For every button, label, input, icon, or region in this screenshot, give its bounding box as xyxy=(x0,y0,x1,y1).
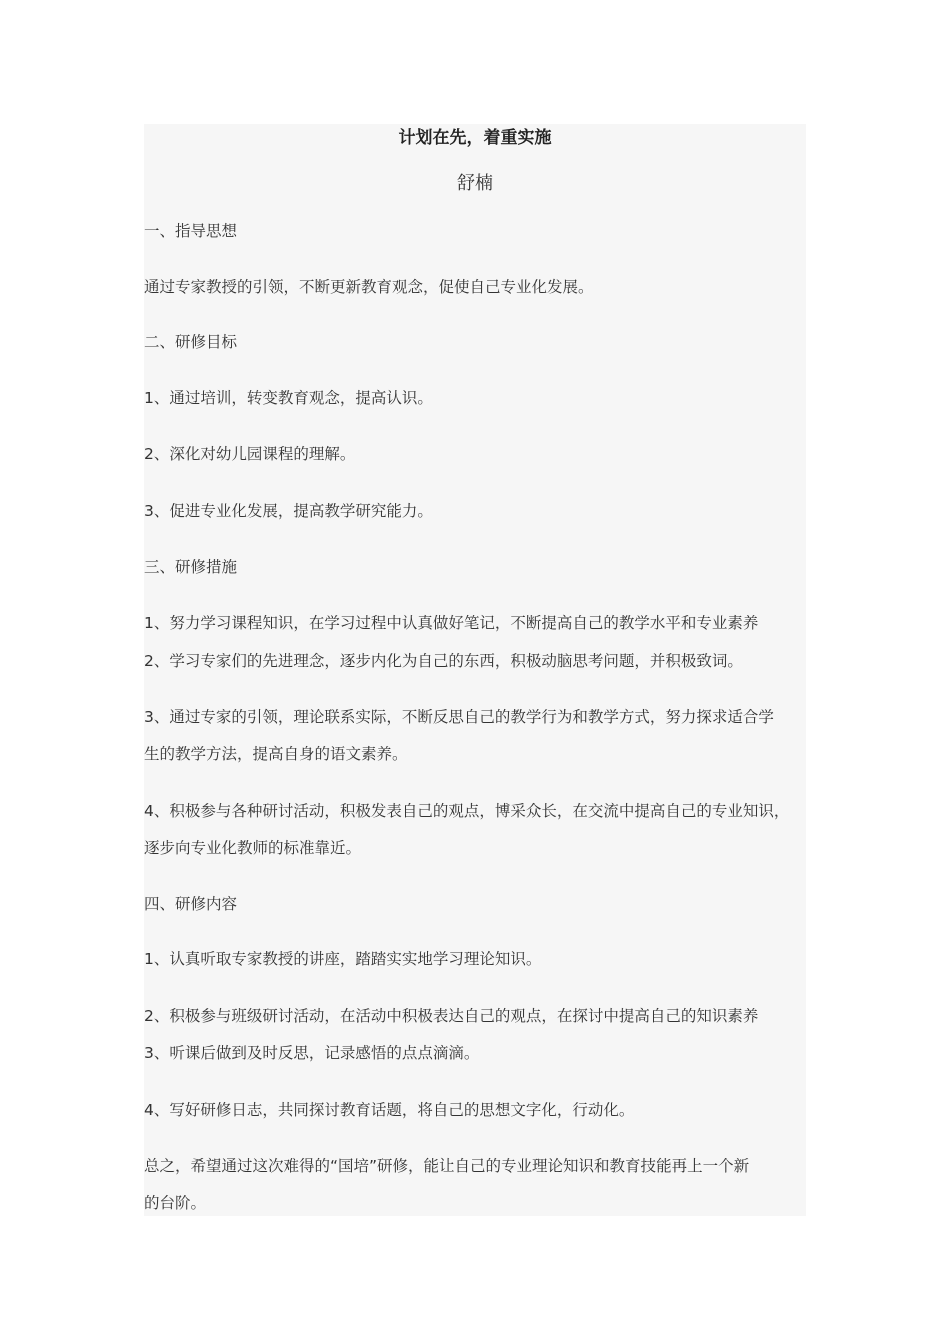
list-item: 2、深化对幼儿园课程的理解。 xyxy=(144,445,356,463)
list-item: 3、听课后做到及时反思，记录感悟的点点滴滴。 xyxy=(144,1044,480,1062)
document-title: 计划在先，着重实施 xyxy=(398,128,552,148)
section-heading: 四、研修内容 xyxy=(144,895,238,913)
list-item: 1、认真听取专家教授的讲座，踏踏实实地学习理论知识。 xyxy=(144,950,542,968)
list-item-continuation: 生的教学方法，提高自身的语文素养。 xyxy=(144,745,408,763)
section-heading: 二、研修目标 xyxy=(144,333,238,351)
section-heading: 一、指导思想 xyxy=(144,222,238,240)
paragraph-line: 总之，希望通过这次难得的“国培”研修，能让自己的专业理论知识和教育技能再上一个新 xyxy=(144,1157,750,1175)
document-body xyxy=(144,124,806,1216)
list-item-continuation: 逐步向专业化教师的标准靠近。 xyxy=(144,839,362,857)
list-item: 2、积极参与班级研讨活动，在活动中积极表达自己的观点，在探讨中提高自己的知识素养 xyxy=(144,1007,759,1025)
paragraph-line: 通过专家教授的引领，不断更新教育观念，促使自己专业化发展。 xyxy=(144,278,594,296)
list-item: 4、写好研修日志，共同探讨教育话题，将自己的思想文字化，行动化。 xyxy=(144,1101,635,1119)
list-item: 1、努力学习课程知识，在学习过程中认真做好笔记，不断提高自己的教学水平和专业素养 xyxy=(144,614,759,632)
document-author: 舒楠 xyxy=(457,173,493,194)
section-heading: 三、研修措施 xyxy=(144,558,238,576)
list-item: 3、通过专家的引领，理论联系实际，不断反思自己的教学行为和教学方式，努力探求适合学 xyxy=(144,708,774,726)
list-item: 1、通过培训，转变教育观念，提高认识。 xyxy=(144,389,433,407)
list-item: 2、学习专家们的先进理念，逐步内化为自己的东西，积极动脑思考问题，并积极致词。 xyxy=(144,652,743,670)
list-item: 3、促进专业化发展，提高教学研究能力。 xyxy=(144,502,433,520)
list-item: 4、积极参与各种研讨活动，积极发表自己的观点，博采众长，在交流中提高自己的专业知识， xyxy=(144,802,790,820)
paragraph-line-continuation: 的台阶。 xyxy=(144,1194,207,1212)
